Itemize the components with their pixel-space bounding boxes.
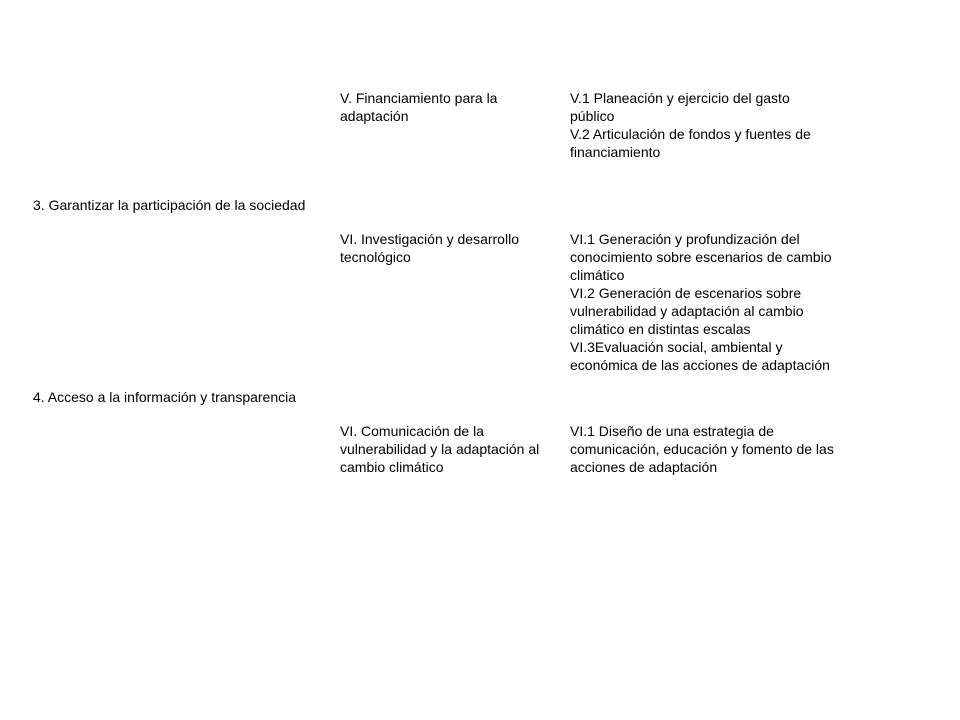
axis-transparency: 4. Acceso a la información y transparencia [33,389,297,405]
component-line: adaptación [340,108,409,124]
lines-financing [570,89,860,161]
action-line: público [570,108,615,124]
action-line: V.1 Planeación y ejercicio del gasto [570,90,790,106]
action-line: climático en distintas escalas [570,321,751,337]
component-financing [340,89,555,125]
action-line: financiamiento [570,144,661,160]
action-line: vulnerabilidad y adaptación al cambio [570,303,804,319]
lines-communication [570,422,860,476]
action-line: VI.3Evaluación social, ambiental y [570,339,783,355]
action-line: comunicación, educación y fomento de las [570,441,834,457]
axis-participation: 3. Garantizar la participación de la sociedad [33,197,306,213]
action-line: acciones de adaptación [570,459,718,475]
component-line: tecnológico [340,249,411,265]
action-line: VI.1 Diseño de una estrategia de [570,423,774,439]
action-line: VI.1 Generación y profundización del [570,231,800,247]
component-communication [340,422,555,476]
action-line: V.2 Articulación de fondos y fuentes de [570,126,811,142]
component-line: cambio climático [340,459,444,475]
action-line: conocimiento sobre escenarios de cambio [570,249,832,265]
action-line: económica de las acciones de adaptación [570,357,830,373]
component-line: VI. Investigación y desarrollo [340,231,519,247]
component-line: V. Financiamiento para la [340,90,498,106]
action-line: VI.2 Generación de escenarios sobre [570,285,802,301]
action-line: climático [570,267,625,283]
component-line: VI. Comunicación de la [340,423,484,439]
component-research [340,230,555,266]
component-line: vulnerabilidad y la adaptación al [340,441,540,457]
lines-research [570,230,860,374]
